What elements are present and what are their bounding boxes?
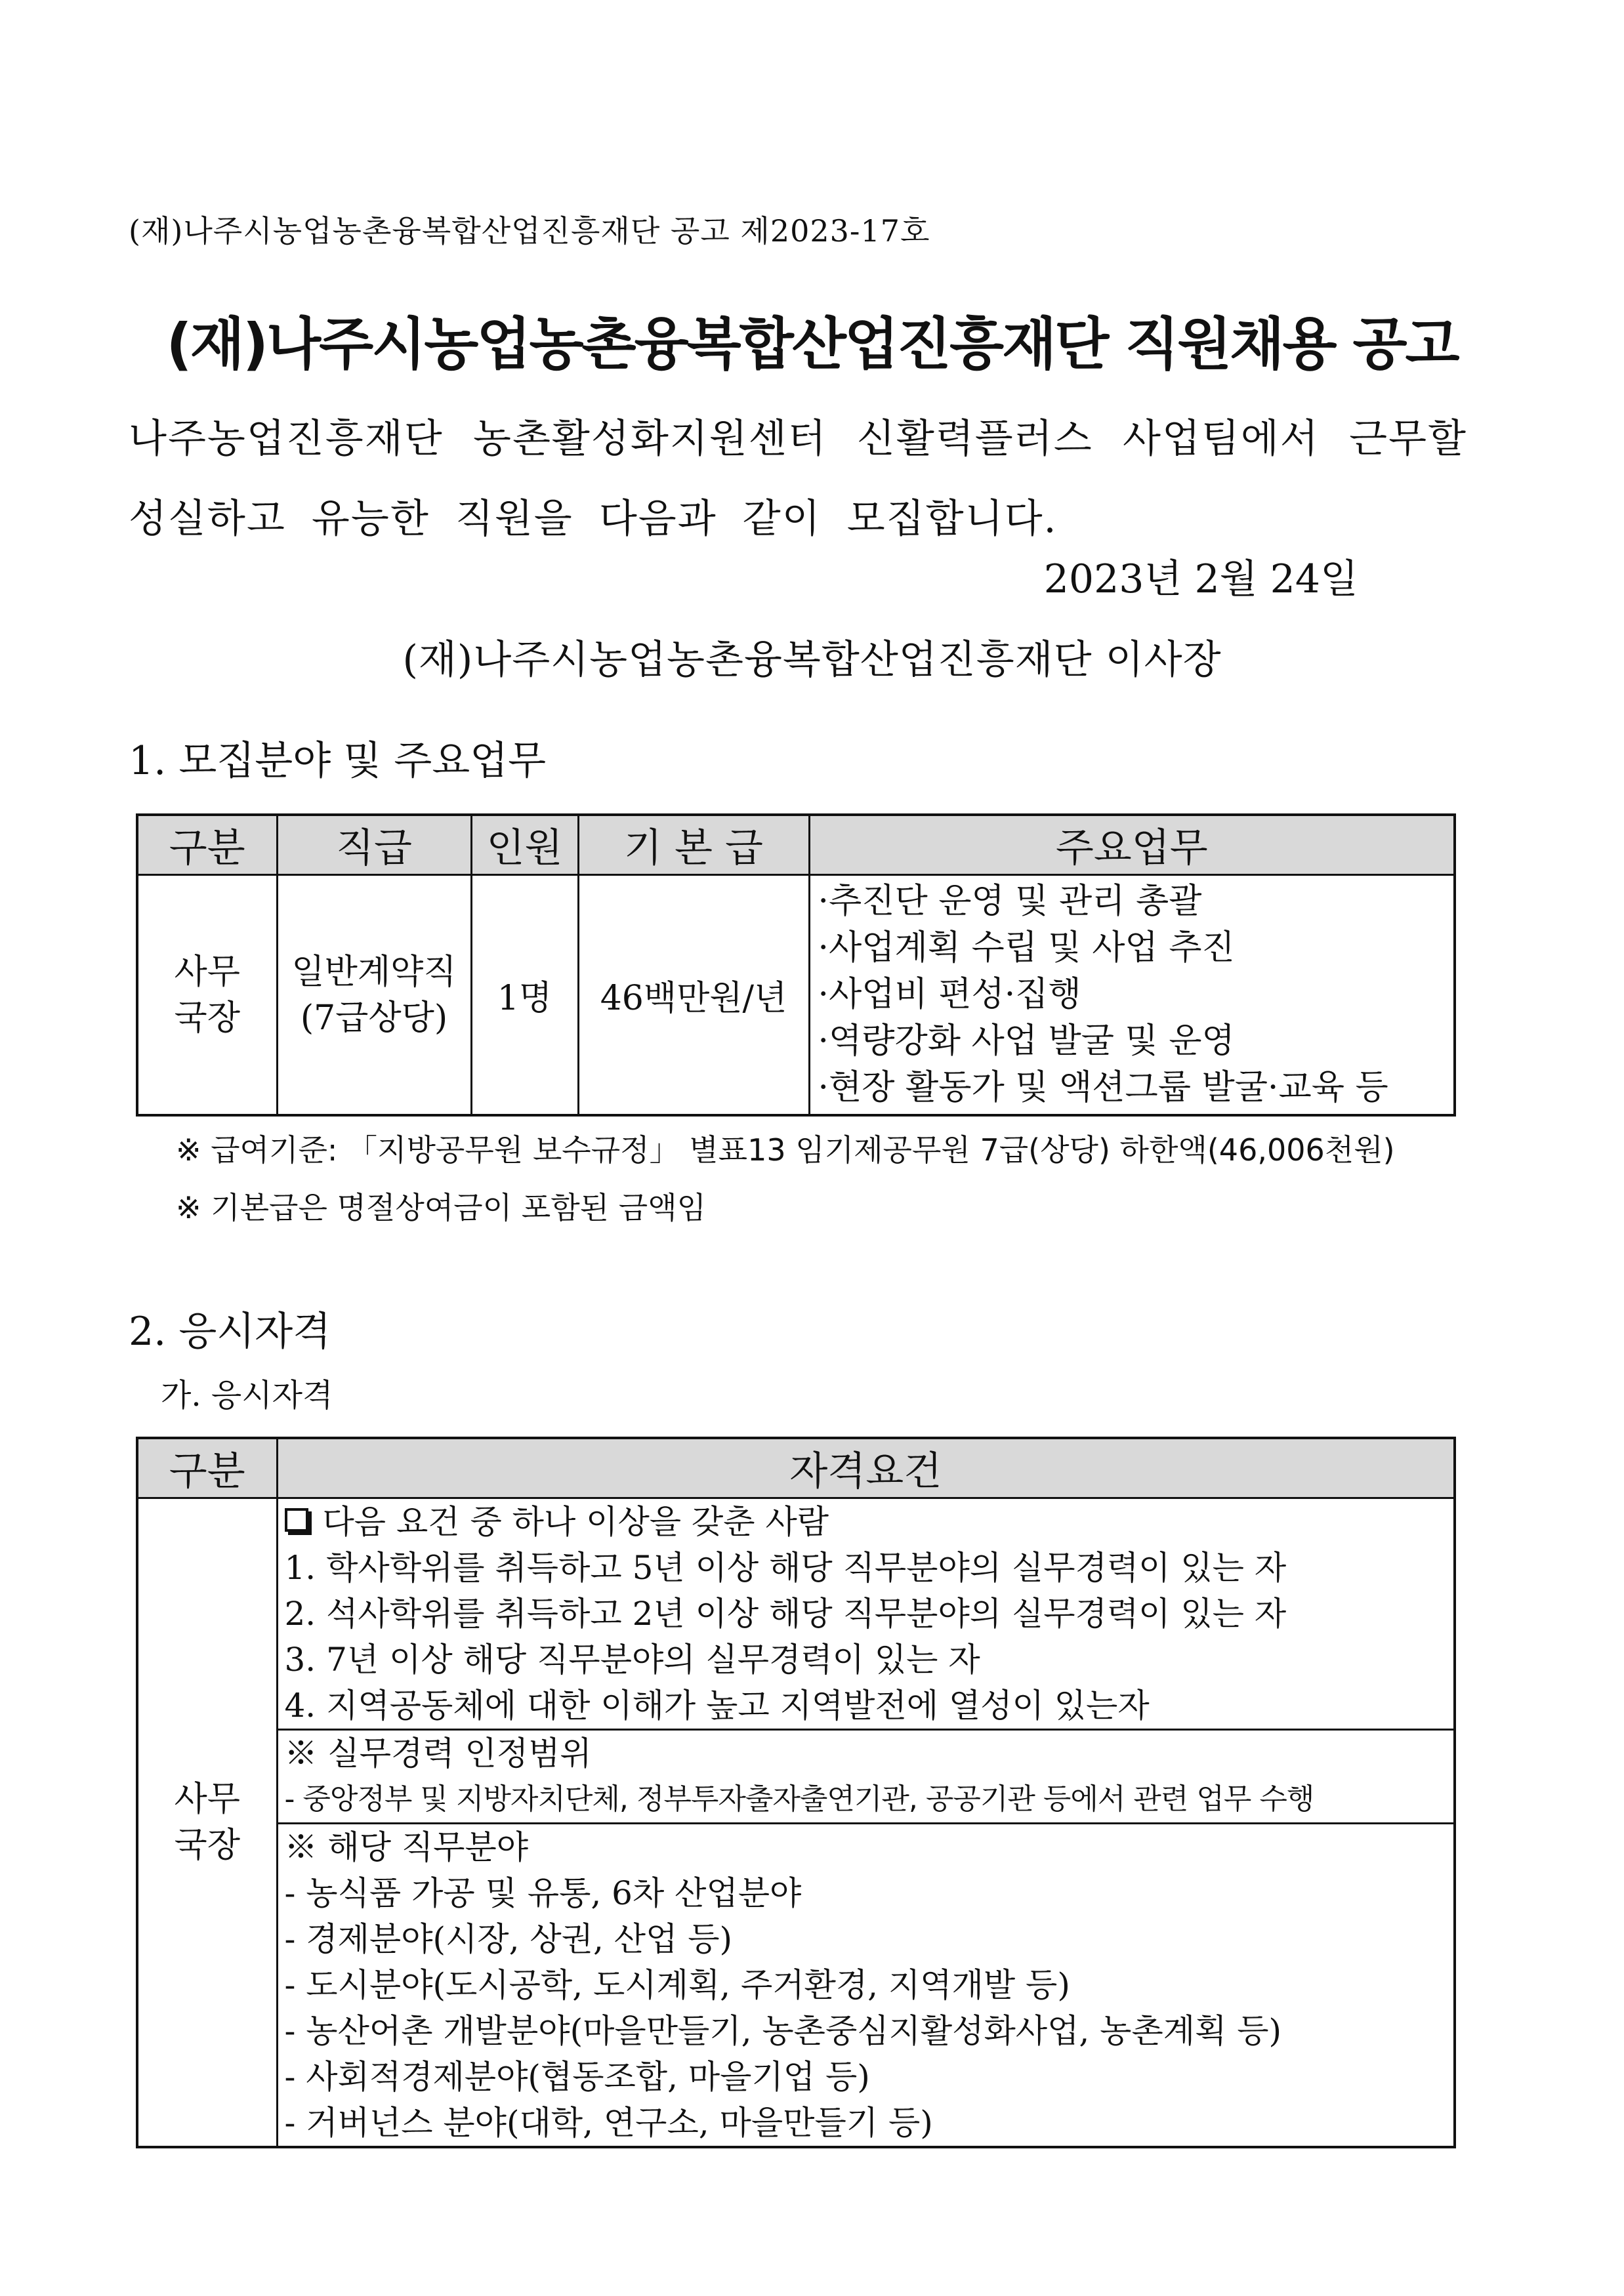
cell-grade: 일반계약직 (7급상당) [277, 875, 471, 1116]
job-field-item: - 농산어촌 개발분야(마을만들기, 농촌중심지활성화사업, 농촌계획 등) [284, 2012, 1282, 2050]
header-grade: 직급 [277, 815, 471, 875]
header-salary: 기 본 급 [578, 815, 809, 875]
intro-paragraph: 나주농업진흥재단 농촌활성화지원센터 신활력플러스 사업팀에서 근무할 성실하고 유능한 직원을 다음과 같이 모집합니다. [129, 416, 1467, 542]
table-row [137, 875, 1455, 1116]
requirement-item: 1. 학사학위를 취득하고 5년 이상 해당 직무분야의 실무경력이 있는 자 [284, 1549, 1287, 1587]
job-field-item: - 도시분야(도시공학, 도시계획, 주거환경, 지역개발 등) [284, 1966, 1070, 2004]
requirement-item: 2. 석사학위를 취득하고 2년 이상 해당 직무분야의 실무경력이 있는 자 [284, 1595, 1287, 1633]
page-title: (재)나주시농업농촌융복합산업진흥재단 직원채용 공고 [166, 312, 1458, 377]
bonus-note: ※ 기본급은 명절상여금이 포함된 금액임 [176, 1190, 707, 1225]
job-field-item: - 농식품 가공 및 유통, 6차 산업분야 [284, 1874, 802, 1912]
duty-item: ·추진단 운영 및 관리 총괄 [818, 882, 1202, 921]
requirements-lead: 다음 요건 중 하나 이상을 갖춘 사람 [285, 1499, 1447, 1545]
checkbox-bullet-icon [285, 1508, 308, 1532]
header-count: 인원 [471, 815, 578, 875]
section1-heading: 1. 모집분야 및 주요업무 [129, 738, 547, 784]
section2-subheading: 가. 응시자격 [161, 1377, 333, 1414]
experience-scope-lead: ※ 실무경력 인정범위 [284, 1734, 592, 1773]
requirement-item: 3. 7년 이상 해당 직무분야의 실무경력이 있는 자 [284, 1641, 980, 1679]
header-duties: 주요업무 [809, 815, 1455, 875]
recruitment-table [136, 813, 1456, 1117]
duty-item: ·사업계획 수립 및 사업 추진 [818, 928, 1235, 968]
duty-item: ·현장 활동가 및 액션그룹 발굴·교육 등 [818, 1068, 1388, 1107]
requirement-item: 4. 지역공동체에 대한 이해가 높고 지역발전에 열성이 있는자 [284, 1687, 1150, 1725]
cell-division: 사무 국장 [137, 1498, 277, 2148]
header-division: 구분 [137, 1438, 277, 1498]
table-header-row [137, 815, 1455, 875]
notice-number: (재)나주시농업농촌융복합산업진흥재단 공고 제2023-17호 [129, 213, 930, 249]
announcement-date: 2023년 2월 24일 [1043, 556, 1358, 602]
experience-scope-block [277, 1730, 1455, 1824]
job-field-lead: ※ 해당 직무분야 [284, 1828, 529, 1866]
cell-division: 사무 국장 [137, 875, 277, 1116]
table-row [137, 1730, 1455, 1824]
duty-item: ·사업비 편성·집행 [818, 975, 1081, 1014]
section2-heading: 2. 응시자격 [129, 1309, 331, 1355]
table-row [137, 1498, 1455, 1730]
table-header-row [137, 1438, 1455, 1498]
job-field-item: - 사회적경제분야(협동조합, 마을기업 등) [284, 2058, 870, 2096]
header-division: 구분 [137, 815, 277, 875]
cell-count: 1명 [471, 875, 578, 1116]
job-field-item: - 경제분야(시장, 상권, 산업 등) [284, 1920, 733, 1958]
salary-note: ※ 급여기준: 「지방공무원 보수규정」 별표13 임기제공무원 7급(상당) 하한액(46,006천원) [176, 1132, 1395, 1168]
cell-salary: 46백만원/년 [578, 875, 809, 1116]
qualification-table [136, 1437, 1456, 2148]
experience-scope-item: - 중앙정부 및 지방자치단체, 정부투자출자출연기관, 공공기관 등에서 관련 업무 수행 [284, 1782, 1314, 1816]
table-row [137, 1824, 1455, 2148]
header-requirements: 자격요건 [277, 1438, 1455, 1498]
cell-duties [809, 875, 1455, 1116]
job-field-item: - 거버넌스 분야(대학, 연구소, 마을만들기 등) [284, 2104, 933, 2142]
job-field-block [277, 1824, 1455, 2148]
issuer: (재)나주시농업농촌융복합산업진흥재단 이사장 [402, 637, 1222, 683]
duty-item: ·역량강화 사업 발굴 및 운영 [818, 1021, 1235, 1061]
requirements-block [277, 1498, 1455, 1730]
